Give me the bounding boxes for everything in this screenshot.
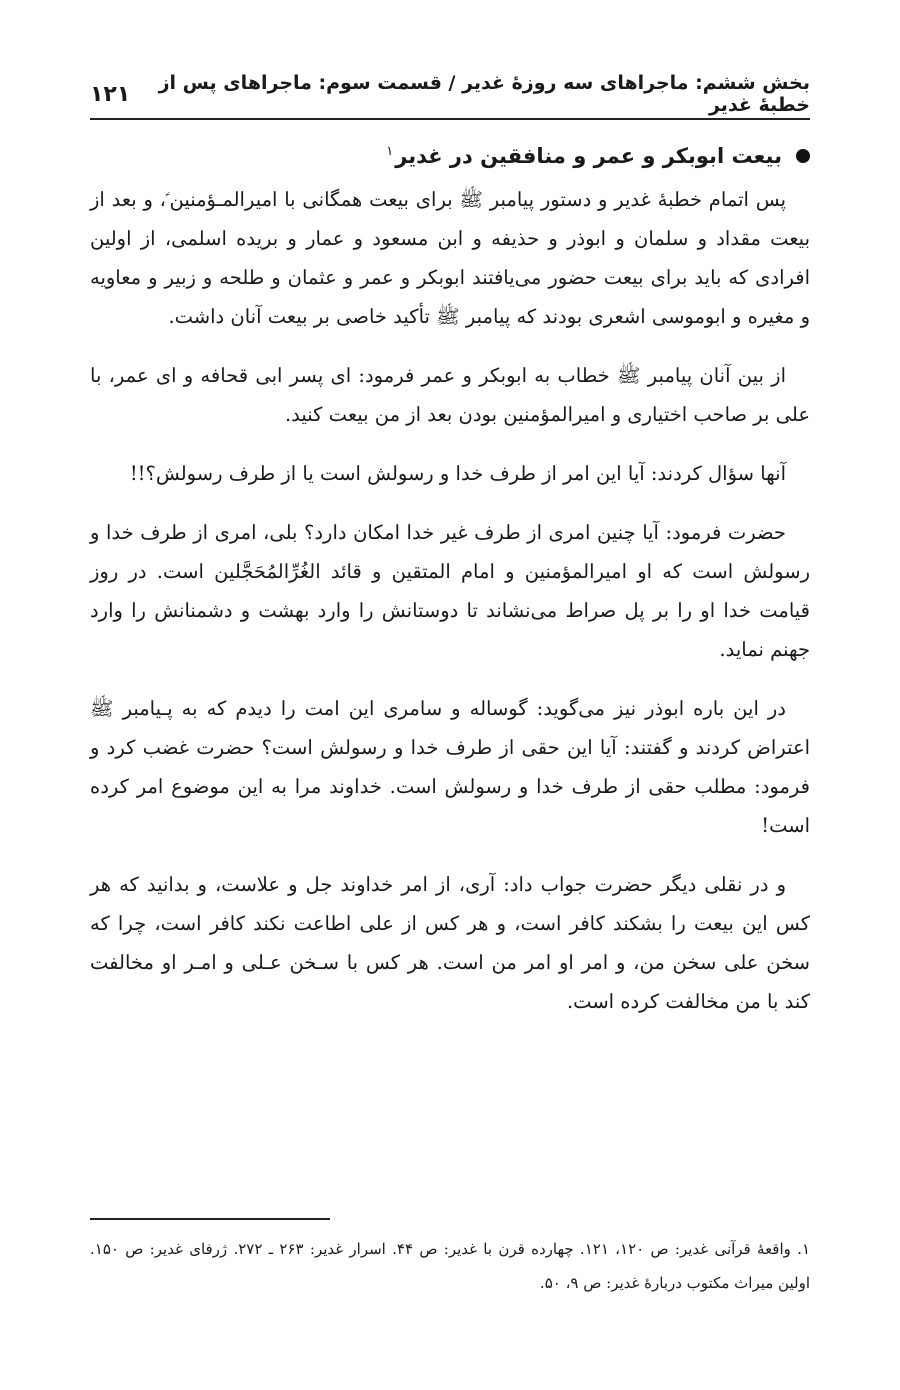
header-divider — [90, 118, 810, 120]
paragraph: و در نقلی دیگر حضرت جواب داد: آری، از امر خداوند جل و علاست، و بدانید که هر کس این بیعت را بشکند کافر است، و هر کس از علی اطاعت نکند کافر است، چرا که سخن علی سخن من، و امر او امر من است. هر کس با سـخن عـلی و امـر او مخالفت کند با من مخالفت کرده است. — [90, 873, 810, 1013]
section-heading — [90, 144, 810, 168]
book-page — [90, 60, 810, 1360]
running-title: بخش ششم: ماجراهای سه روزهٔ غدیر / قسمت سوم: ماجراهای پس از خطبهٔ غدیر — [158, 72, 810, 116]
paragraph: آنها سؤال کردند: آیا این امر از طرف خدا و رسولش است یا از طرف رسولش؟!! — [129, 462, 786, 485]
footnote-marker: ۱ — [386, 144, 394, 159]
section-title-text: بیعت ابوبکر و عمر و منافقین در غدیر — [395, 144, 782, 168]
page-header — [90, 74, 810, 114]
page-number: ۱۲۱ — [90, 81, 131, 107]
footnote-divider — [90, 1218, 330, 1220]
bullet-icon — [796, 149, 810, 163]
paragraph: از بین آنان پیامبر ﷺ خطاب به ابوبکر و عمر فرمود: ای پسر ابی قحافه و ای عمر، با علی بر صاحب اختیاری و امیرالمؤمنین بودن بعد از من بیعت کنید. — [90, 364, 810, 426]
paragraph: حضرت فرمود: آیا چنین امری از طرف غیر خدا امکان دارد؟ بلی، امری از طرف خدا و رسولش است که او امیرالمؤمنین و امام المتقین و قائد الغُرِّالمُحَجَّلین است. در روز قیامت خدا او را بر پل صراط می‌نشاند تا دوستانش را وارد بهشت و دشمنانش را وارد جهنم نماید. — [90, 521, 810, 661]
paragraph: پس اتمام خطبهٔ غدیر و دستور پیامبر ﷺ برای بیعت همگانی با امیرالمـؤمنین ؑ، و بعد از بیعت مقداد و سلمان و ابوذر و حذیفه و ابن مسعود و عمار و بریده اسلمی، از اولین افرادی که باید برای بیعت حضور می‌یافتند ابوبکر و عمر و عثمان و طلحه و زبیر و معاویه و مغیره و ابوموسی اشعری بودند که پیامبر ﷺ تأکید خاصی بر بیعت آنان داشت. — [90, 188, 810, 328]
footnote-text: ۱. واقعهٔ قرآنی غدیر: ص ۱۲۰، ۱۲۱. چهارده قرن با غدیر: ص ۴۴. اسرار غدیر: ۲۶۳ ـ ۲۷۲. ژرفای غدیر: ص ۱۵۰. اولین میراث مکتوب دربارهٔ غدیر: ص ۹، ۵۰. — [90, 1240, 811, 1292]
body-text — [90, 180, 810, 1041]
paragraph: در این باره ابوذر نیز می‌گوید: گوساله و سامری این امت را دیدم که به پـیامبر ﷺ اعتراض کردند و گفتند: آیا این حقی از طرف خدا و رسولش است؟ حضرت غضب کرد و فرمود: مطلب حقی از طرف خدا و رسولش است. خداوند مرا به این موضوع امر کرده است! — [90, 697, 810, 837]
section-title — [386, 144, 782, 168]
